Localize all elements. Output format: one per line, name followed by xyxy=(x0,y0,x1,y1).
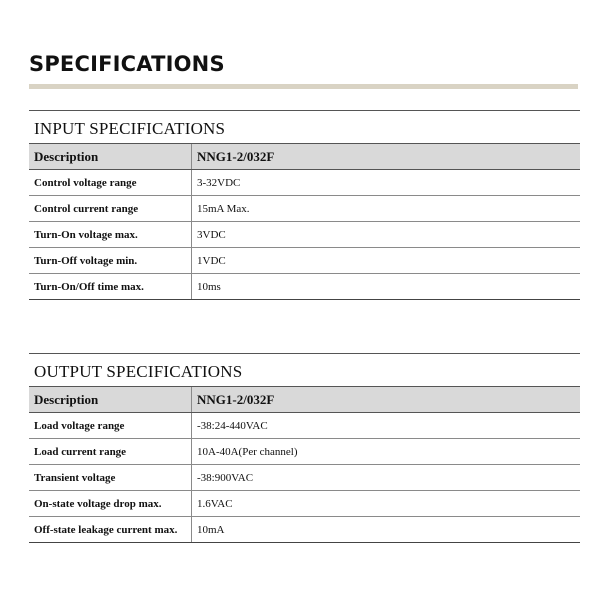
spec-value: 1.6VAC xyxy=(192,491,581,517)
spec-label: Control voltage range xyxy=(29,170,192,196)
model-header: NNG1-2/032F xyxy=(192,387,581,413)
table-row xyxy=(29,439,580,465)
table-row xyxy=(29,491,580,517)
table-row xyxy=(29,196,580,222)
page-title: SPECIFICATIONS xyxy=(29,52,225,76)
spec-value: 3-32VDC xyxy=(192,170,581,196)
spec-value: 10ms xyxy=(192,274,581,300)
table-row xyxy=(29,413,580,439)
table-row xyxy=(29,222,580,248)
spec-label: Load current range xyxy=(29,439,192,465)
output-specifications-table xyxy=(29,353,580,543)
spec-label: Turn-On voltage max. xyxy=(29,222,192,248)
spec-label: Turn-Off voltage min. xyxy=(29,248,192,274)
spec-label: Transient voltage xyxy=(29,465,192,491)
spec-label: On-state voltage drop max. xyxy=(29,491,192,517)
spec-label: Control current range xyxy=(29,196,192,222)
spec-label: Load voltage range xyxy=(29,413,192,439)
table-row xyxy=(29,465,580,491)
table-row xyxy=(29,517,580,543)
table-header-row xyxy=(29,144,580,170)
spec-value: -38:24-440VAC xyxy=(192,413,581,439)
table-row xyxy=(29,170,580,196)
spec-value: -38:900VAC xyxy=(192,465,581,491)
spec-label: Off-state leakage current max. xyxy=(29,517,192,543)
output-specifications-caption: OUTPUT SPECIFICATIONS xyxy=(29,353,580,387)
spec-value: 1VDC xyxy=(192,248,581,274)
table-row xyxy=(29,248,580,274)
description-header: Description xyxy=(29,144,192,170)
input-specifications-table xyxy=(29,110,580,300)
description-header: Description xyxy=(29,387,192,413)
spec-value: 3VDC xyxy=(192,222,581,248)
title-divider xyxy=(29,84,578,89)
model-header: NNG1-2/032F xyxy=(192,144,581,170)
table-header-row xyxy=(29,387,580,413)
spec-label: Turn-On/Off time max. xyxy=(29,274,192,300)
spec-value: 10A-40A(Per channel) xyxy=(192,439,581,465)
table-row xyxy=(29,274,580,300)
spec-value: 10mA xyxy=(192,517,581,543)
spec-value: 15mA Max. xyxy=(192,196,581,222)
input-specifications-caption: INPUT SPECIFICATIONS xyxy=(29,110,580,144)
